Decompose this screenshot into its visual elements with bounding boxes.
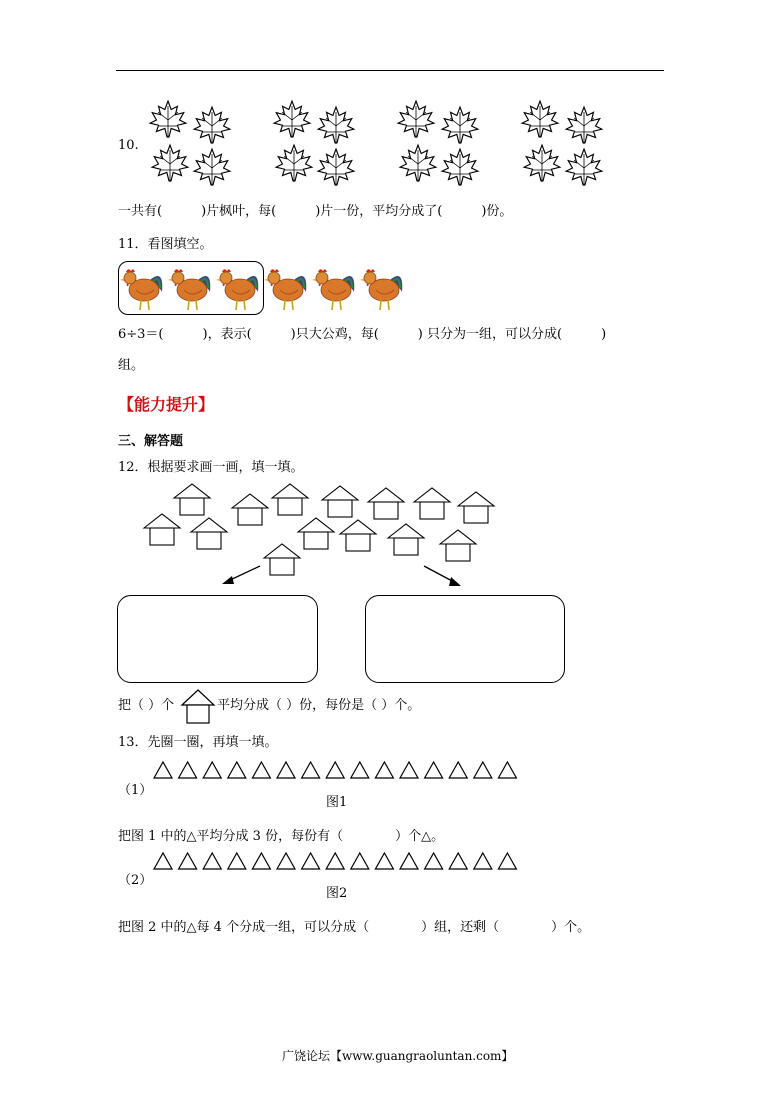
maple-leaf-icon: [318, 107, 354, 144]
rooster-icon: [360, 269, 402, 310]
q12-sentence-a: 把（ ）个: [118, 698, 175, 713]
triangle-icon: [203, 762, 221, 778]
triangle-icon: [277, 762, 295, 778]
triangle-icon: [351, 762, 369, 778]
arrow-left-icon: [222, 566, 260, 584]
triangle-icon: [302, 853, 320, 869]
maple-leaf-icon: [276, 145, 312, 182]
triangle-row-1: [150, 760, 530, 782]
right-answer-box[interactable]: [365, 595, 565, 683]
footer: 广饶论坛【www.guangraoluntan.com】: [282, 1049, 514, 1063]
triangle-icon: [179, 853, 197, 869]
maple-leaf-icon: [400, 145, 436, 182]
house-icon: [174, 484, 210, 515]
triangle-icon: [154, 853, 172, 869]
q11-line2: 组。: [118, 358, 145, 373]
house-icon: [264, 544, 300, 575]
house-icon: [458, 492, 494, 523]
triangle-icon: [351, 853, 369, 869]
triangle-icon: [326, 762, 344, 778]
maple-leaf-icon: [318, 149, 354, 186]
triangle-icon: [203, 853, 221, 869]
rooster-icon: [264, 269, 306, 310]
triangle-icon: [326, 853, 344, 869]
triangle-icon: [498, 853, 516, 869]
rooster-icon: [312, 269, 354, 310]
triangle-icon: [449, 762, 467, 778]
triangle-row-2: [150, 851, 530, 873]
maple-leaf-icon: [274, 101, 310, 138]
header-rule: [116, 70, 664, 71]
triangle-icon: [498, 762, 516, 778]
maple-leaf-icon: [442, 107, 478, 144]
section-title: 【能力提升】: [118, 395, 215, 414]
triangle-icon: [400, 853, 418, 869]
maple-leaf-icon: [524, 145, 560, 182]
q10-number: 10.: [118, 138, 139, 153]
triangle-icon: [425, 853, 443, 869]
house-icon: [191, 518, 227, 549]
house-icon: [298, 518, 334, 549]
q11-line1: 6÷3＝( )，表示( )只大公鸡，每( ) 只分为一组，可以分成( ): [118, 327, 607, 342]
rooster-icon: [120, 269, 162, 310]
house-cluster: [0, 480, 780, 590]
maple-leaf-icon: [398, 101, 434, 138]
triangle-icon: [228, 853, 246, 869]
q13-part1-question: 把图 1 中的△平均分成 3 份，每份有（ ）个△。: [118, 829, 445, 844]
fig1-label: 图1: [326, 795, 348, 810]
triangle-icon: [375, 853, 393, 869]
part-title: 三、解答题: [118, 434, 184, 449]
house-icon: [368, 488, 404, 519]
triangle-icon: [400, 762, 418, 778]
q13-title: 13．先圈一圈，再填一填。: [118, 735, 278, 750]
q12-sentence-b: 平均分成（ ）份，每份是（ ）个。: [217, 698, 421, 713]
maple-leaf-icon: [566, 107, 602, 144]
triangle-icon: [252, 853, 270, 869]
rooster-icon: [168, 269, 210, 310]
triangle-icon: [375, 762, 393, 778]
house-icon: [272, 484, 308, 515]
triangle-icon: [474, 853, 492, 869]
house-icon: [340, 520, 376, 551]
house-icon: [322, 486, 358, 517]
house-icon: [144, 514, 180, 545]
house-icon: [388, 524, 424, 555]
rooster-row: [120, 262, 410, 314]
maple-leaf-groups: [140, 98, 620, 194]
house-icon: [414, 488, 450, 519]
q13-part1-label: （1）: [118, 783, 153, 798]
maple-leaf-icon: [194, 149, 230, 186]
maple-leaf-icon: [522, 101, 558, 138]
maple-leaf-icon: [150, 101, 186, 138]
house-icon: [440, 530, 476, 561]
q12-title: 12．根据要求画一画，填一填。: [118, 460, 304, 475]
triangle-icon: [179, 762, 197, 778]
house-icon: [232, 494, 268, 525]
maple-leaf-icon: [566, 149, 602, 186]
triangle-icon: [302, 762, 320, 778]
triangle-icon: [154, 762, 172, 778]
q13-part2-label: （2）: [118, 873, 153, 888]
triangle-icon: [449, 853, 467, 869]
maple-leaf-icon: [442, 149, 478, 186]
q13-part2-question: 把图 2 中的△每 4 个分成一组，可以分成（ ）组，还剩（ ）个。: [118, 920, 591, 935]
triangle-icon: [277, 853, 295, 869]
triangle-icon: [425, 762, 443, 778]
left-answer-box[interactable]: [117, 595, 318, 683]
q11-title: 11．看图填空。: [118, 237, 213, 252]
triangle-icon: [474, 762, 492, 778]
rooster-icon: [216, 269, 258, 310]
arrow-right-icon: [424, 566, 461, 586]
triangle-icon: [228, 762, 246, 778]
house-icon: [180, 688, 220, 726]
q10-sentence: 一共有( )片枫叶，每( )片一份，平均分成了( )份。: [118, 204, 513, 219]
fig2-label: 图2: [326, 886, 348, 901]
triangle-icon: [252, 762, 270, 778]
maple-leaf-icon: [194, 107, 230, 144]
maple-leaf-icon: [152, 145, 188, 182]
